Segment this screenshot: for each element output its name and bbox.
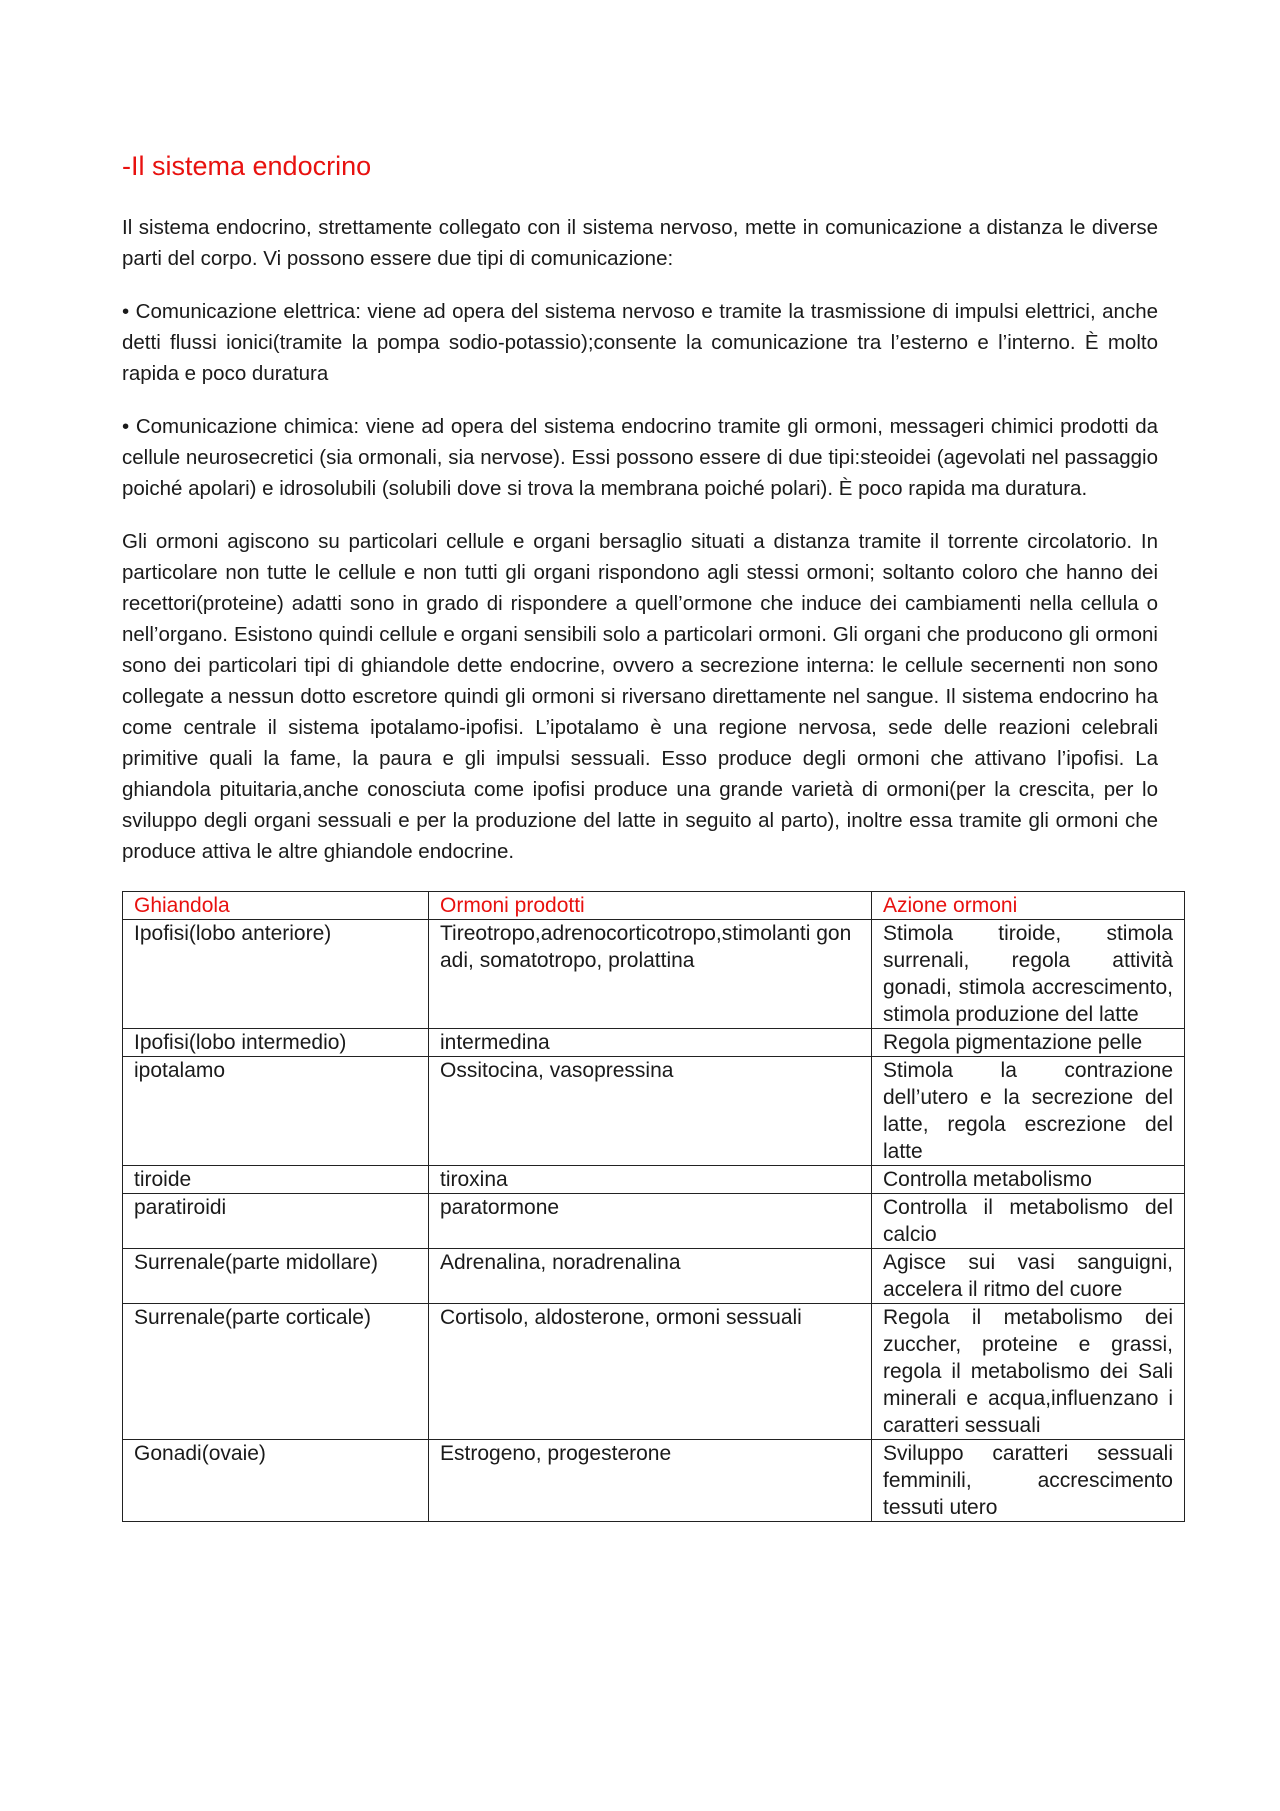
gland-cell: Surrenale(parte midollare) [123,1249,429,1304]
intro-paragraph: Il sistema endocrino, strettamente collegato con il sistema nervoso, mette in comunicazione a distanza le diverse parti del corpo. Vi possono essere due tipi di comunicazione: [122,216,1158,271]
header-azione-ormoni: Azione ormoni [872,892,1185,920]
gland-cell: Surrenale(parte corticale) [123,1304,429,1440]
table-row [123,1304,1185,1440]
hormones-cell: Estrogeno, progesterone [429,1440,872,1522]
hormones-cell: tiroxina [429,1166,872,1194]
action-cell: Sviluppo caratteri sessuali femminili, accrescimento tessuti utero [872,1440,1185,1522]
table-row [123,1194,1185,1249]
hormones-paragraph: Gli ormoni agiscono su particolari cellule e organi bersaglio situati a distanza tramite il torrente circolatorio. In particolare non tutte le cellule e non tutti gli organi rispondono agli stessi ormoni; soltanto coloro che hanno dei recettori(proteine) adatti sono in grado di rispondere a quell’ormone che induce dei cambiamenti nella cellula o nell’organo. Esistono quindi cellule e organi sensibili solo a particolari ormoni. Gli organi che producono gli ormoni sono dei particolari tipi di ghiandole dette endocrine, ovvero a secrezione interna: le cellule secernenti non sono collegate a nessun dotto escretore quindi gli ormoni si riversano direttamente nel sangue. Il sistema endocrino ha come centrale il sistema ipotalamo-ipofisi. L’ipotalamo è una regione nervosa, sede delle reazioni celebrali primitive quali la fame, la paura e gli impulsi sessuali. Esso produce degli ormoni che attivano l’ipofisi. La ghiandola pituitaria,anche conosciuta come ipofisi produce una grande varietà di ormoni(per la crescita, per lo sviluppo degli organi sessuali e per la produzione del latte in seguito al parto), inoltre essa tramite gli ormoni che produce attiva le altre ghiandole endocrine. [122,530,1158,864]
action-cell: Stimola la contrazione dell’utero e la secrezione del latte, regola escrezione del latte [872,1057,1185,1166]
header-ormoni-prodotti: Ormoni prodotti [429,892,872,920]
header-ghiandola: Ghiandola [123,892,429,920]
table-row [123,1249,1185,1304]
hormones-cell: intermedina [429,1029,872,1057]
hormones-cell: Ossitocina, vasopressina [429,1057,872,1166]
hormones-cell: paratormone [429,1194,872,1249]
table-row [123,1029,1185,1057]
action-cell: Stimola tiroide, stimola surrenali, regola attività gonadi, stimola accrescimento, stimola produzione del latte [872,920,1185,1029]
action-cell: Regola pigmentazione pelle [872,1029,1185,1057]
page-title: -Il sistema endocrino [122,151,372,181]
table-row [123,1057,1185,1166]
action-cell: Regola il metabolismo dei zuccher, proteine e grassi, regola il metabolismo dei Sali minerali e acqua,influenzano i caratteri sessuali [872,1304,1185,1440]
action-cell: Controlla il metabolismo del calcio [872,1194,1185,1249]
endocrine-glands-table [122,891,1185,1522]
gland-cell: paratiroidi [123,1194,429,1249]
gland-cell: ipotalamo [123,1057,429,1166]
action-cell: Controlla metabolismo [872,1166,1185,1194]
table-row [123,920,1185,1029]
gland-cell: Ipofisi(lobo intermedio) [123,1029,429,1057]
document-page [122,150,1173,1522]
gland-cell: tiroide [123,1166,429,1194]
table-row [123,1440,1185,1522]
hormones-cell: Adrenalina, noradrenalina [429,1249,872,1304]
action-cell: Agisce sui vasi sanguigni, accelera il ritmo del cuore [872,1249,1185,1304]
hormones-cell: Cortisolo, aldosterone, ormoni sessuali [429,1304,872,1440]
gland-cell: Gonadi(ovaie) [123,1440,429,1522]
hormones-cell: Tireotropo,adrenocorticotropo,stimolanti gonadi, somatotropo, prolattina [429,920,872,1029]
gland-cell: Ipofisi(lobo anteriore) [123,920,429,1029]
electric-communication-paragraph: • Comunicazione elettrica: viene ad opera del sistema nervoso e tramite la trasmissione di impulsi elettrici, anche detti flussi ionici(tramite la pompa sodio-potassio);consente la comunicazione tra l’esterno e l’interno. È molto rapida e poco duratura [122,300,1158,386]
table-header-row [123,892,1185,920]
chemical-communication-paragraph: • Comunicazione chimica: viene ad opera del sistema endocrino tramite gli ormoni, messageri chimici prodotti da cellule neurosecretici (sia ormonali, sia nervose). Essi possono essere di due tipi:steoidei (agevolati nel passaggio poiché apolari) e idrosolubili (solubili dove si trova la membrana poiché polari). È poco rapida ma duratura. [122,415,1158,501]
table-row [123,1166,1185,1194]
